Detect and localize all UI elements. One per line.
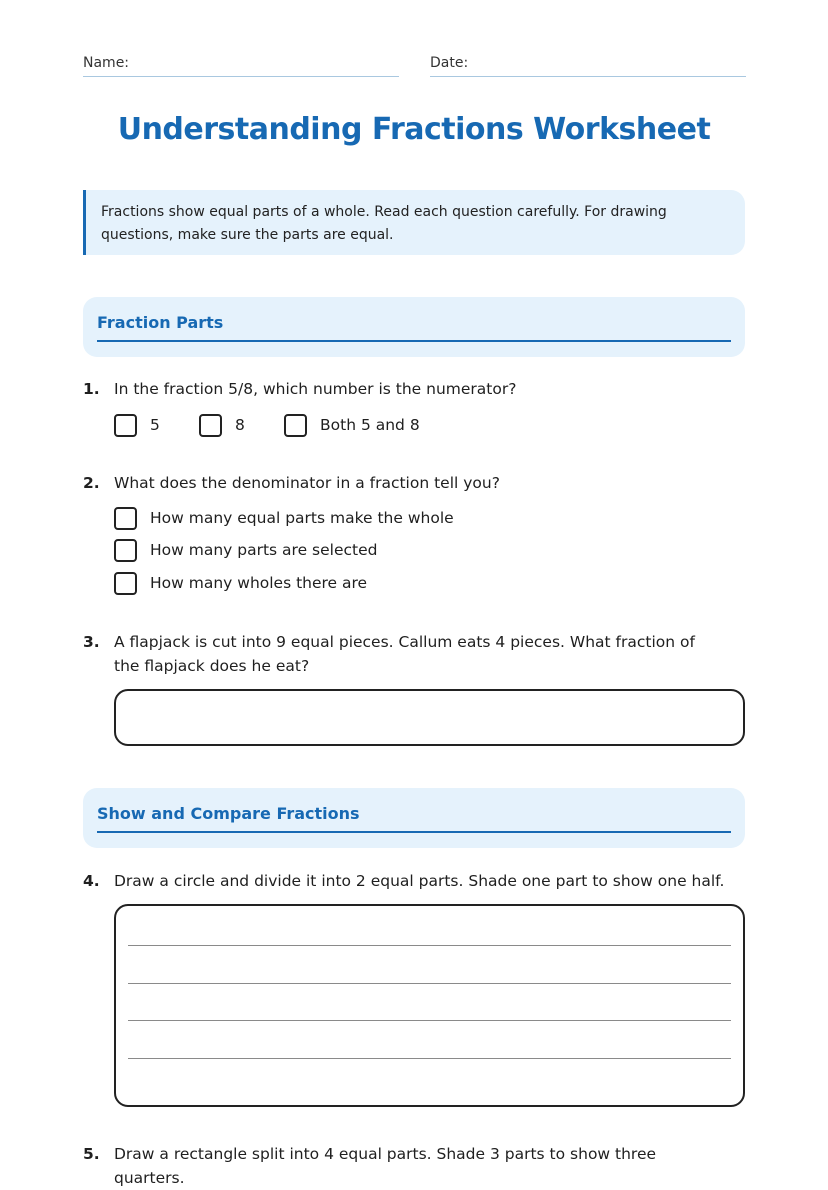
section-header-fraction-parts [83, 297, 745, 357]
checkbox[interactable] [114, 414, 137, 437]
checkbox[interactable] [199, 414, 222, 437]
option-q2-a[interactable] [114, 506, 454, 530]
ruled-line [128, 1020, 731, 1021]
question-text: Draw a circle and divide it into 2 equal parts. Shade one part to show one half. [114, 872, 725, 890]
question-text: In the fraction 5/8, which number is the numerator? [114, 380, 517, 398]
option-label: How many equal parts make the whole [150, 509, 454, 527]
question-number: 2. [83, 474, 100, 492]
section-title: Fraction Parts [97, 313, 731, 342]
checkbox[interactable] [284, 414, 307, 437]
ruled-line [128, 983, 731, 984]
option-q1-c[interactable] [284, 413, 420, 437]
option-label: How many parts are selected [150, 541, 378, 559]
drawing-box[interactable] [114, 904, 745, 1107]
option-label: 5 [150, 416, 160, 434]
checkbox[interactable] [114, 572, 137, 595]
option-label: 8 [235, 416, 245, 434]
question-number: 1. [83, 380, 100, 398]
header-fields [83, 52, 745, 78]
question-text: Draw a rectangle split into 4 equal parts. Shade 3 parts to show three quarters. [114, 1145, 657, 1187]
checkbox[interactable] [114, 539, 137, 562]
question-text: What does the denominator in a fraction tell you? [114, 474, 500, 492]
date-label: Date: [430, 55, 469, 71]
answer-box[interactable] [114, 689, 745, 746]
question-number: 5. [83, 1145, 100, 1163]
question-number: 3. [83, 633, 100, 651]
name-label: Name: [83, 55, 130, 71]
option-q2-b[interactable] [114, 538, 378, 562]
name-field[interactable] [83, 52, 399, 77]
ruled-line [128, 1058, 731, 1059]
option-q1-b[interactable] [199, 413, 245, 437]
option-label: How many wholes there are [150, 574, 368, 592]
page-title: Understanding Fractions Worksheet [117, 112, 711, 147]
question-number: 4. [83, 872, 100, 890]
option-q2-c[interactable] [114, 571, 368, 595]
date-field[interactable] [430, 52, 746, 77]
checkbox[interactable] [114, 507, 137, 530]
option-q1-a[interactable] [114, 413, 160, 437]
section-header-show-compare [83, 788, 745, 848]
question-text: A flapjack is cut into 9 equal pieces. Callum eats 4 pieces. What fraction of the flapjack does he eat? [114, 633, 695, 675]
option-label: Both 5 and 8 [320, 416, 420, 434]
section-title: Show and Compare Fractions [97, 804, 731, 833]
ruled-line [128, 945, 731, 946]
intro-callout: Fractions show equal parts of a whole. Read each question carefully. For drawing questions, make sure the parts are equal. [83, 190, 745, 255]
